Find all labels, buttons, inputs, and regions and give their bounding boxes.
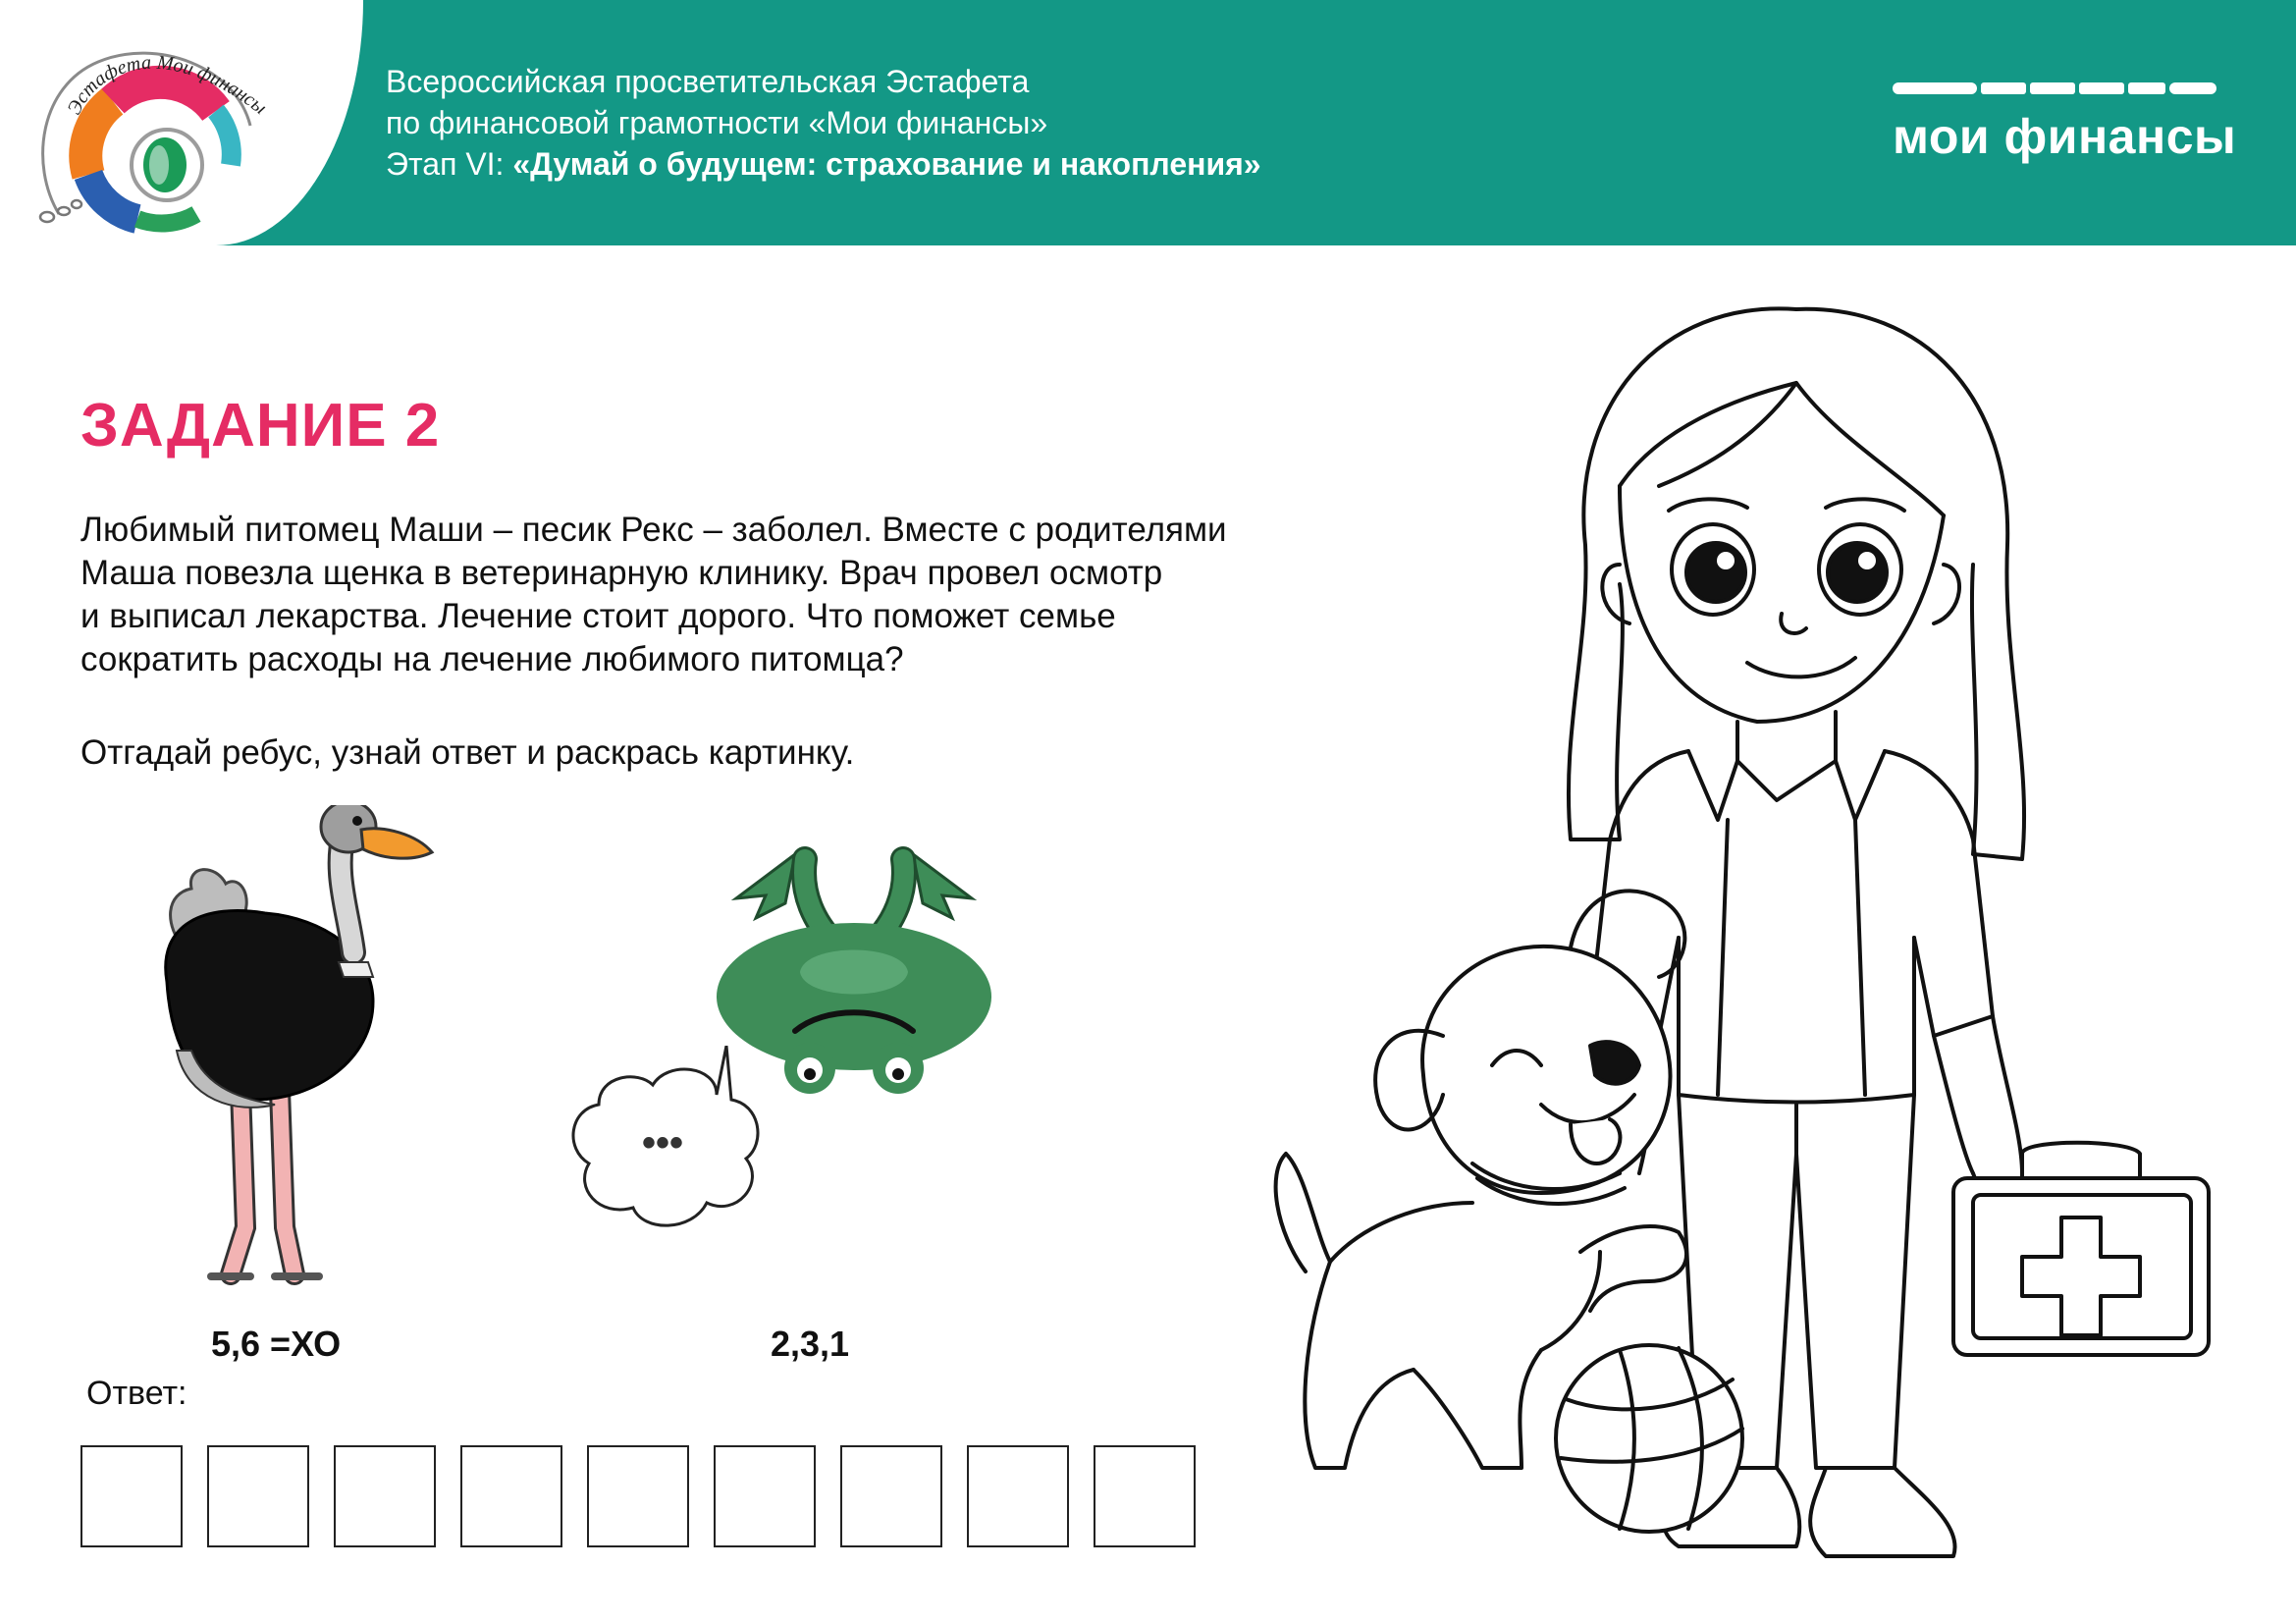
rebus-clue-2: 2,3,1 [771, 1324, 850, 1364]
stage-title: «Думай о будущем: страхование и накопления» [512, 146, 1261, 182]
brand-logo [1893, 79, 2237, 167]
task-instruction: Отгадай ребус, узнай ответ и раскрась картинку. [80, 733, 855, 772]
logo-area [0, 0, 363, 245]
task-body-line: Маша повезла щенка в ветеринарную клинику. Врач провел осмотр [80, 554, 1163, 592]
task-body [80, 509, 1396, 681]
task-body-line: сократить расходы на лечение любимого питомца? [80, 640, 904, 678]
answer-letter-box[interactable] [207, 1445, 309, 1547]
answer-letter-box[interactable] [587, 1445, 689, 1547]
task-title: ЗАДАНИЕ 2 [80, 392, 441, 460]
header-line-2: по финансовой грамотности «Мои финансы» [386, 105, 1048, 140]
brand-bars-icon [1893, 82, 2216, 94]
coloring-illustration [1247, 290, 2238, 1596]
bubble-dots: ••• [641, 1121, 684, 1164]
ball-icon [1556, 1345, 1742, 1532]
task-body-line: и выписал лекарства. Лечение стоит дорого. Что поможет семье [80, 597, 1116, 635]
stage-prefix: Этап VI: [386, 146, 513, 182]
relay-logo-icon [20, 18, 285, 248]
answer-letter-box[interactable] [80, 1445, 183, 1547]
header-title-block [386, 61, 1261, 185]
answer-letter-box[interactable] [460, 1445, 562, 1547]
answer-letter-box[interactable] [334, 1445, 436, 1547]
brand-name: мои финансы [1893, 109, 2237, 164]
answer-letter-box[interactable] [714, 1445, 816, 1547]
speech-bubble-icon [560, 1046, 775, 1242]
ostrich-icon [147, 805, 442, 1296]
header-band [0, 0, 2296, 245]
girl-eyes [1669, 499, 1904, 615]
answer-label: Ответ: [86, 1375, 187, 1412]
header-line-1: Всероссийская просветительская Эстафета [386, 64, 1030, 99]
logo-text: Эстафета Мои финансы [63, 51, 271, 120]
header-line-3 [386, 143, 1261, 185]
answer-boxes [80, 1445, 1209, 1551]
task-body-line: Любимый питомец Маши – песик Рекс – заболел. Вместе с родителями [80, 511, 1227, 549]
answer-letter-box[interactable] [1094, 1445, 1196, 1547]
answer-letter-box[interactable] [967, 1445, 1069, 1547]
rebus-clue-1: 5,6 =ХО [211, 1324, 342, 1364]
answer-letter-box[interactable] [840, 1445, 942, 1547]
first-aid-kit-icon [1953, 1143, 2209, 1355]
